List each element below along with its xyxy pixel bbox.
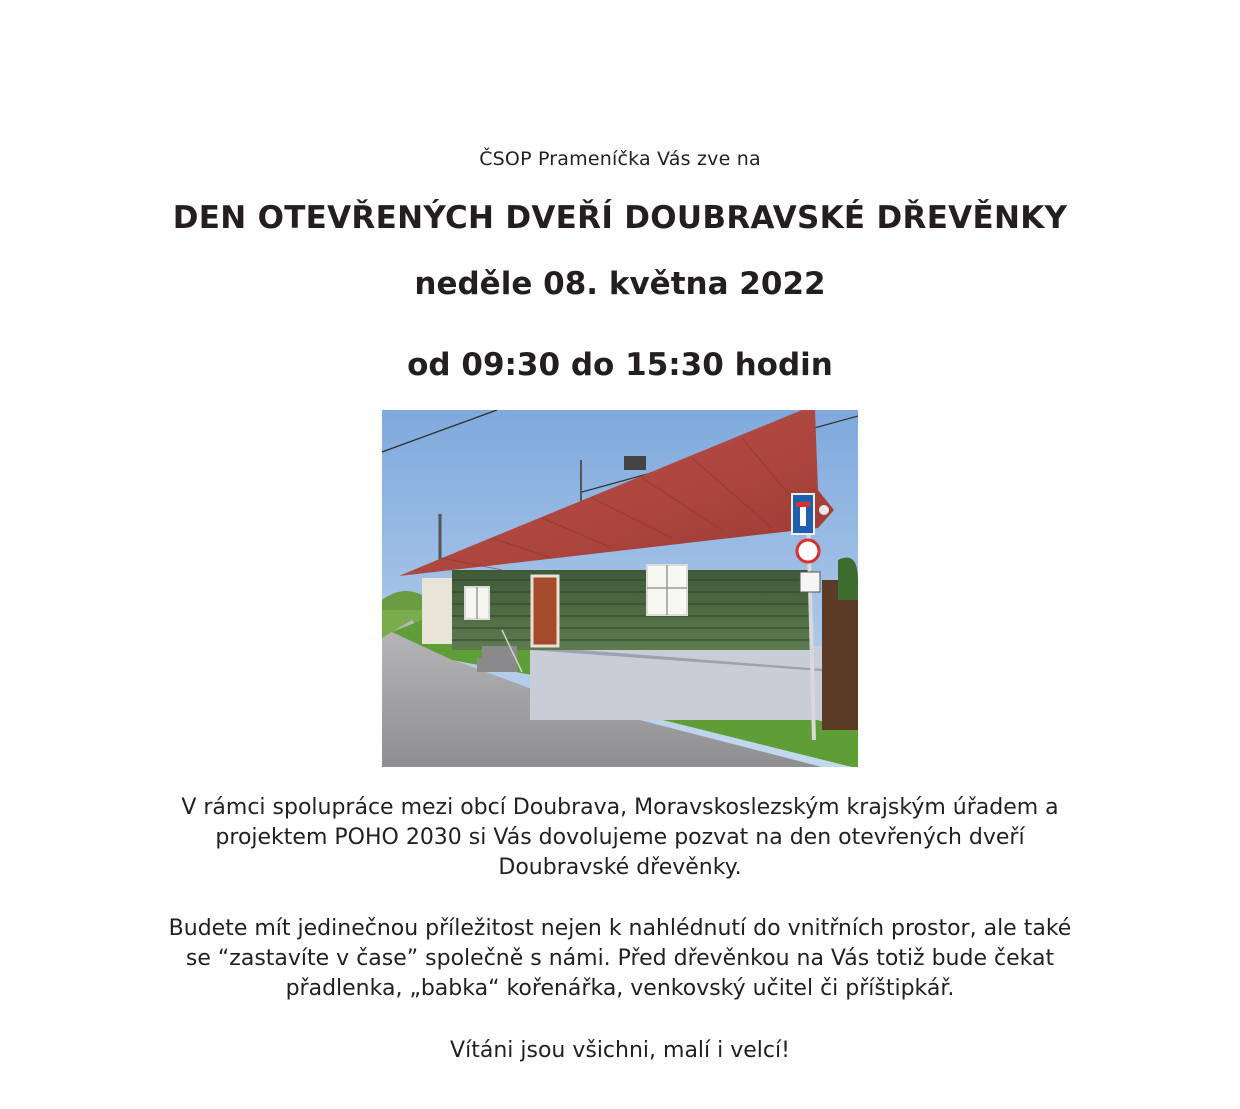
weight-limit-sign (797, 540, 819, 562)
plinth (530, 646, 835, 720)
house-photo (382, 410, 858, 767)
camera (819, 505, 829, 515)
event-time: od 09:30 do 15:30 hodin (407, 347, 833, 383)
paragraph-line: V rámci spolupráce mezi obcí Doubrava, Moravskoslezským krajským úřadem a (181, 795, 1059, 820)
info-plate (800, 572, 820, 592)
paragraph-line: Vítáni jsou všichni, malí i velcí! (450, 1038, 790, 1063)
paragraph-opportunity (130, 914, 1110, 1004)
event-title: DEN OTEVŘENÝCH DVEŘÍ DOUBRAVSKÉ DŘEVĚNKY (172, 200, 1068, 236)
paragraph-welcome (130, 1036, 1110, 1066)
invite-line: ČSOP Prameníčka Vás zve na (479, 148, 761, 170)
paragraph-line: se “zastavíte v čase” společně s námi. Před dřevěnkou na Vás totiž bude čekat (185, 946, 1055, 971)
chimney (624, 456, 646, 470)
paragraph-line: Budete mít jedinečnou příležitost nejen k nahlédnutí do vnitřních prostor, ale také (168, 916, 1072, 941)
paragraph-cooperation (130, 793, 1110, 883)
paragraph-line: Doubravské dřevěnky. (498, 855, 742, 880)
tree-right (838, 558, 858, 601)
fence (822, 580, 858, 730)
event-date: neděle 08. května 2022 (414, 266, 826, 302)
paragraph-line: projektem POHO 2030 si Vás dovolujeme pozvat na den otevřených dveří (215, 825, 1025, 850)
paragraph-line: přadlenka, „babka“ kořenářka, venkovský učitel či příštipkář. (285, 976, 955, 1001)
door (532, 576, 558, 646)
